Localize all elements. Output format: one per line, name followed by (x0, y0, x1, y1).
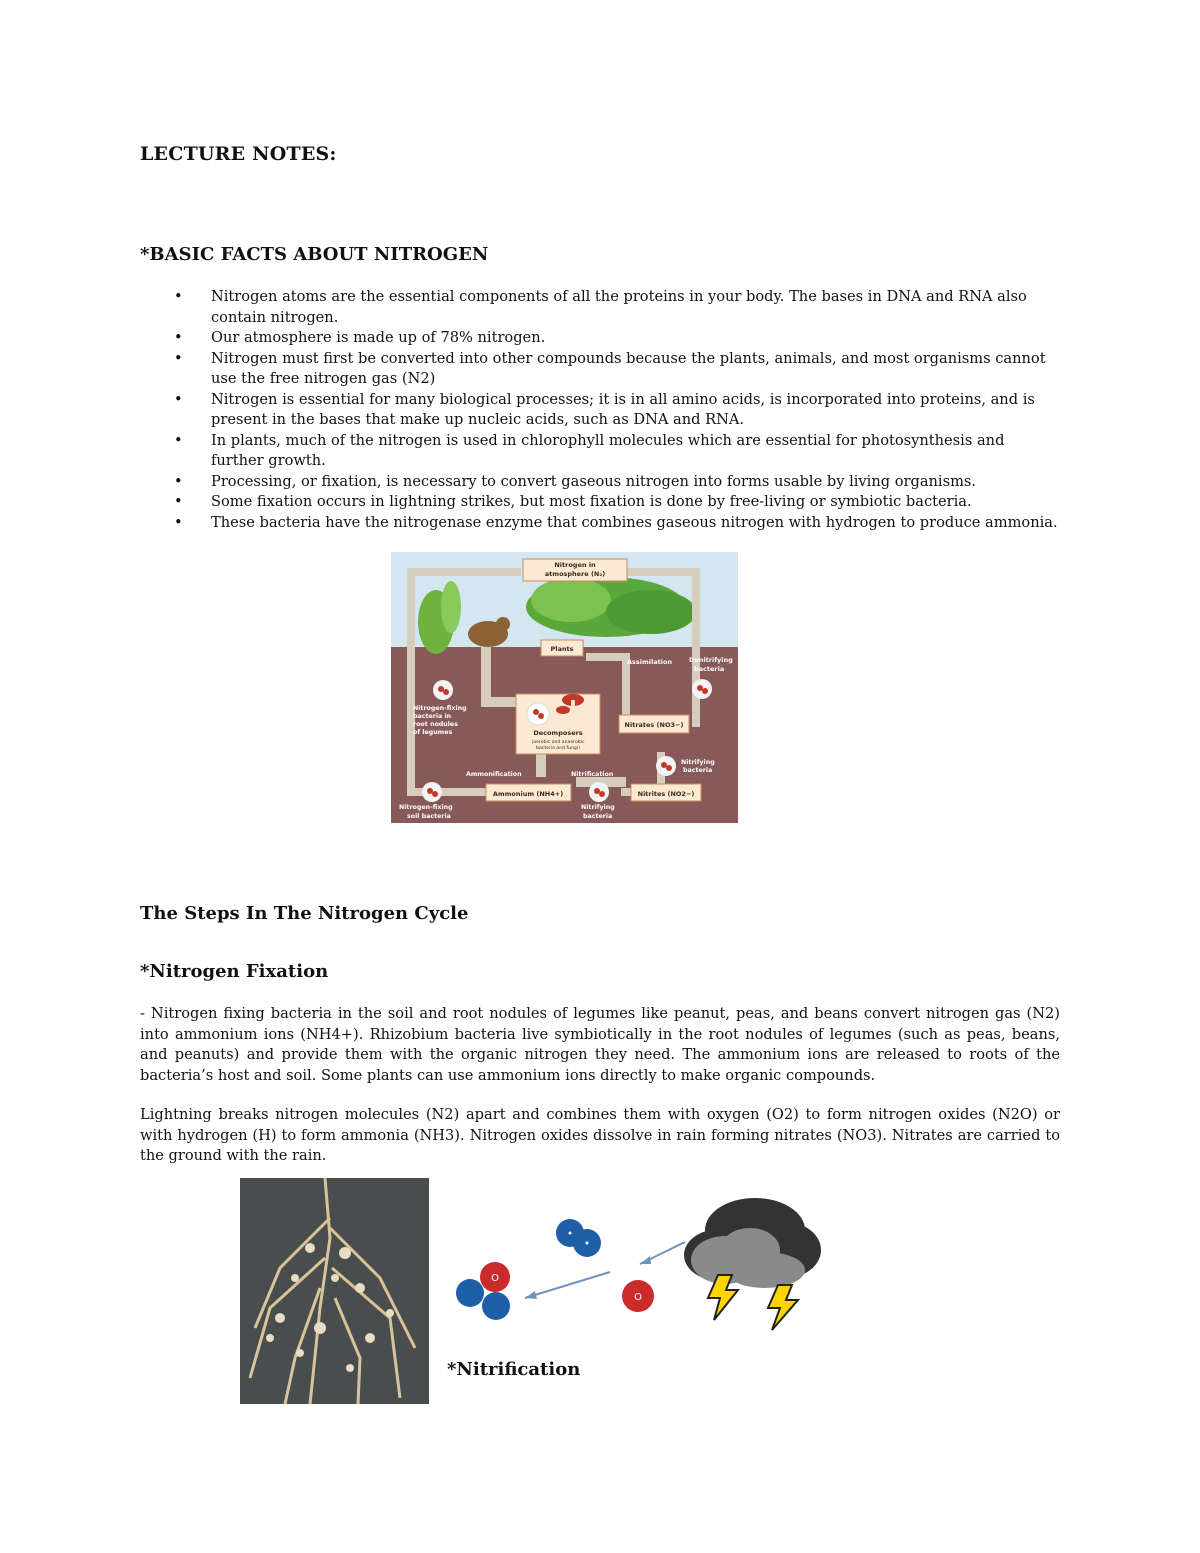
svg-text:bacteria: bacteria (683, 767, 713, 774)
facts-list (140, 287, 1060, 533)
nitrogen-cycle-diagram (391, 552, 738, 823)
svg-text:Nitrogen-fixing: Nitrogen-fixing (399, 804, 453, 811)
svg-text:Nitrifying: Nitrifying (581, 804, 615, 811)
page-title: LECTURE NOTES: (140, 143, 337, 165)
fixation-paragraph-2: Lightning breaks nitrogen molecules (N2) apart and combines them with oxygen (O2) to form nitrogen oxides (N2O) or with hydrogen (H) to form ammonia (NH3). Nitrogen oxides dissolve in rain forming nitrates (NO3). Nitrates are carried to the ground with the rain. (140, 1106, 1060, 1164)
diagram-nitrates-label: Nitrates (NO3−) (624, 721, 684, 729)
root-nodules-photo (240, 1178, 429, 1404)
oxygen-atom-label: O (491, 1273, 499, 1284)
fact-item: • Nitrogen must first be converted into other compounds because the plants, animals, and most organisms cannot use the free nitrogen gas (N2) (140, 349, 1060, 390)
svg-text:Denitrifying: Denitrifying (689, 656, 733, 664)
svg-text:bacteria and fungi): bacteria and fungi) (536, 746, 580, 751)
fixation-paragraph-1: - Nitrogen fixing bacteria in the soil and root nodules of legumes like peanut, peas, and beans convert nitrogen gas (N2) into ammonium ions (NH4+). Rhizobium bacteria live symbiotically in the root nodules of legumes (such as peas, beans, and peanuts) and provide them with the organic nitrogen they need. The ammonium ions are released to roots of the bacteria’s host and soil. Some plants can use ammonium ions directly to make organic compounds. (140, 1005, 1060, 1084)
svg-text:Nitrogen-fixing: Nitrogen-fixing (413, 705, 467, 712)
svg-text:root nodules: root nodules (413, 721, 458, 728)
svg-text:Nitrifying: Nitrifying (681, 759, 715, 766)
basic-facts-heading: *BASIC FACTS ABOUT NITROGEN (140, 244, 489, 265)
diagram-plants-label: Plants (550, 645, 574, 653)
svg-text:(aerobic and anaerobic: (aerobic and anaerobic (531, 740, 585, 745)
diagram-assimilation-label: Assimilation (627, 658, 673, 666)
diagram-nitrites-label: Nitrites (NO2−) (637, 790, 695, 798)
svg-text:atmosphere (N₂): atmosphere (N₂) (544, 570, 606, 578)
svg-text:of legumes: of legumes (413, 729, 453, 736)
diagram-decomposers-label: Decomposers (533, 729, 583, 737)
nitrogen-fixation-heading: *Nitrogen Fixation (140, 961, 329, 982)
fact-item: • Some fixation occurs in lightning strikes, but most fixation is done by free-living or symbiotic bacteria. (140, 492, 1060, 513)
fact-item: • Processing, or fixation, is necessary to convert gaseous nitrogen into forms usable by living organisms. (140, 472, 1060, 493)
nitrification-heading: *Nitrification (447, 1359, 581, 1380)
svg-text:bacteria: bacteria (583, 813, 613, 820)
svg-text:Nitrogen in: Nitrogen in (554, 561, 596, 569)
fact-item: • These bacteria have the nitrogenase enzyme that combines gaseous nitrogen with hydrogen to produce ammonia. (140, 513, 1060, 534)
fact-item: • In plants, much of the nitrogen is used in chlorophyll molecules which are essential for photosynthesis and further growth. (140, 431, 1060, 472)
diagram-ammonification-label: Ammonification (466, 771, 522, 778)
fact-item: • Nitrogen atoms are the essential components of all the proteins in your body. The bases in DNA and RNA also contain nitrogen. (140, 287, 1060, 328)
fact-item: • Nitrogen is essential for many biological processes; it is in all amino acids, is incorporated into proteins, and is present in the bases that make up nucleic acids, such as DNA and RNA. (140, 390, 1060, 431)
oxygen-atom-label-2: O (634, 1292, 642, 1303)
fact-item: • Our atmosphere is made up of 78% nitrogen. (140, 328, 1060, 349)
diagram-ammonium-label: Ammonium (NH4+) (492, 790, 564, 798)
svg-text:bacteria in: bacteria in (413, 713, 452, 720)
lightning-molecules-illustration (450, 1190, 830, 1340)
steps-heading: The Steps In The Nitrogen Cycle (140, 903, 469, 924)
diagram-nitrification-label: Nitrification (571, 771, 614, 778)
svg-text:soil bacteria: soil bacteria (407, 813, 451, 820)
svg-text:bacteria: bacteria (694, 665, 725, 673)
